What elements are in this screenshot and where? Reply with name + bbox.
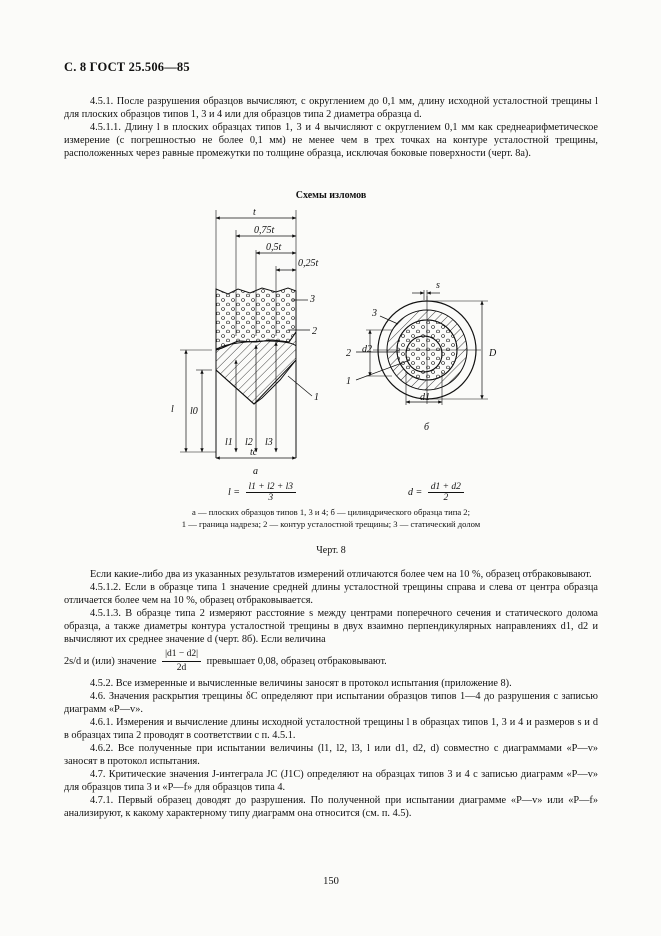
label-2b: 2: [346, 348, 351, 359]
paragraph-4-6-2: 4.6.2. Все полученные при испытании величины (l1, l2, l3, l или d1, d2, d) совместно с диаграммами «P—v» заносят в протокол испытания.: [64, 743, 598, 767]
specimen-a: [180, 210, 312, 458]
paragraph-4-5-1-3-formula: 2s/d и (или) значение $\frac{|d1 - d2|}{2d}$ превышает 0,08, образец отбраковывают.: [64, 649, 387, 673]
label-d1: d1: [420, 392, 430, 403]
caption-a: а: [253, 466, 258, 477]
text-block-bottom: [64, 568, 598, 820]
label-1b: 1: [346, 376, 351, 387]
label-1a: 1: [314, 392, 319, 403]
caption-b: б: [424, 422, 430, 433]
paragraph-4-7-1: 4.7.1. Первый образец доводят до разрушения. По полученной при испытании диаграмме «P—v» или «P—f» анализируют, к какому характерному типу диаграмм она относится (см. п. 4.5).: [64, 795, 598, 819]
paragraph-reject: Если какие-либо два из указанных результатов измерений отличаются более чем на 10 %, образец отбраковывают.: [90, 569, 592, 580]
label-D: D: [489, 348, 497, 359]
legend-line-2: 1 — граница надреза; 2 — контур усталостной трещины; 3 — статический долом: [181, 519, 481, 529]
figure-caption: Черт. 8: [316, 545, 346, 556]
label-l: l: [171, 404, 174, 415]
label-d2: d2: [362, 344, 372, 355]
dim-t: t: [253, 207, 256, 218]
paragraph-4-5-1-2: 4.5.1.2. Если в образце типа 1 значение средней длины усталостной трещины справа и слева от центра образца отличается более чем на 10 %, образец отбраковывается.: [64, 582, 598, 606]
label-l0: l0: [190, 406, 198, 417]
dim-05t: 0,5t: [266, 242, 282, 253]
dim-075t: 0,75t: [254, 225, 275, 236]
legend-line-1: а — плоских образцов типов 1, 3 и 4; б — цилиндрического образца типа 2;: [191, 507, 470, 517]
label-l1: l1: [225, 437, 233, 448]
paragraph-4-6-1: 4.6.1. Измерения и вычисление длины исходной усталостной трещины l в образцах типов 1, 3 и 4 и размеров s и d в образцах типа 2 проводят в соответствии с п. 4.5.1.: [64, 717, 598, 741]
page-number: 150: [323, 876, 339, 887]
formula-b: d = $\frac{d1 + d2}{2}$: [408, 482, 467, 503]
label-s: s: [436, 280, 440, 291]
label-l2: l2: [245, 437, 253, 448]
label-tc: tc: [250, 447, 258, 458]
figure-title: Схемы изломов: [295, 190, 367, 201]
formula-a: l = $\frac{l1 + l2 + l3}{3}$: [228, 482, 299, 503]
paragraph-4-6: 4.6. Значения раскрытия трещины δC определяют при испытании образцов типов 1—4 до разрушения с записью диаграмм «P—v».: [64, 691, 598, 715]
label-l3: l3: [265, 437, 273, 448]
label-3b: 3: [372, 308, 377, 319]
paragraph-4-5-1-3: 4.5.1.3. В образце типа 2 измеряют расстояние s между центрами поперечного сечения и статического долома образца, а также диаметры контура усталостной трещины в двух взаимно перпендикулярных направлениях d1, d2 и вычисляют их среднее значение d (черт. 8б). Если величина: [64, 608, 598, 645]
dim-025t: 0,25t: [298, 258, 319, 269]
figure-legend: [64, 506, 598, 530]
paragraph-4-5-2: 4.5.2. Все измеренные и вычисленные величины заносят в протокол испытания (приложение 8).: [90, 678, 512, 689]
label-2a: 2: [312, 326, 317, 337]
label-3a: 3: [310, 294, 315, 305]
page-header: С. 8 ГОСТ 25.506—85: [64, 60, 190, 74]
paragraph-4-5-1: 4.5.1. После разрушения образцов вычисляют, с округлением до 0,1 мм, длину исходной усталостной трещины l для плоских образцов типов 1, 3 и 4 или для образцов типа 2 диаметра образца d.: [64, 96, 598, 120]
paragraph-4-5-1-1: 4.5.1.1. Длину l в плоских образцах типов 1, 3 и 4 вычисляют с округлением 0,1 мм как среднеарифметическое измерение (с погрешностью не более 0,1 мм) не менее чем в трех точках на контуре усталостной трещины, расположенных через равные промежутки по толщине образца, исключая боковые поверхности (черт. 8а).: [64, 122, 598, 159]
paragraph-4-7: 4.7. Критические значения J-интеграла JC (J1C) определяют на образцах типов 3 и 4 с записью диаграмм «P—v» для образцов типа 3 и «P—f» для образцов типа 4.: [64, 769, 598, 793]
